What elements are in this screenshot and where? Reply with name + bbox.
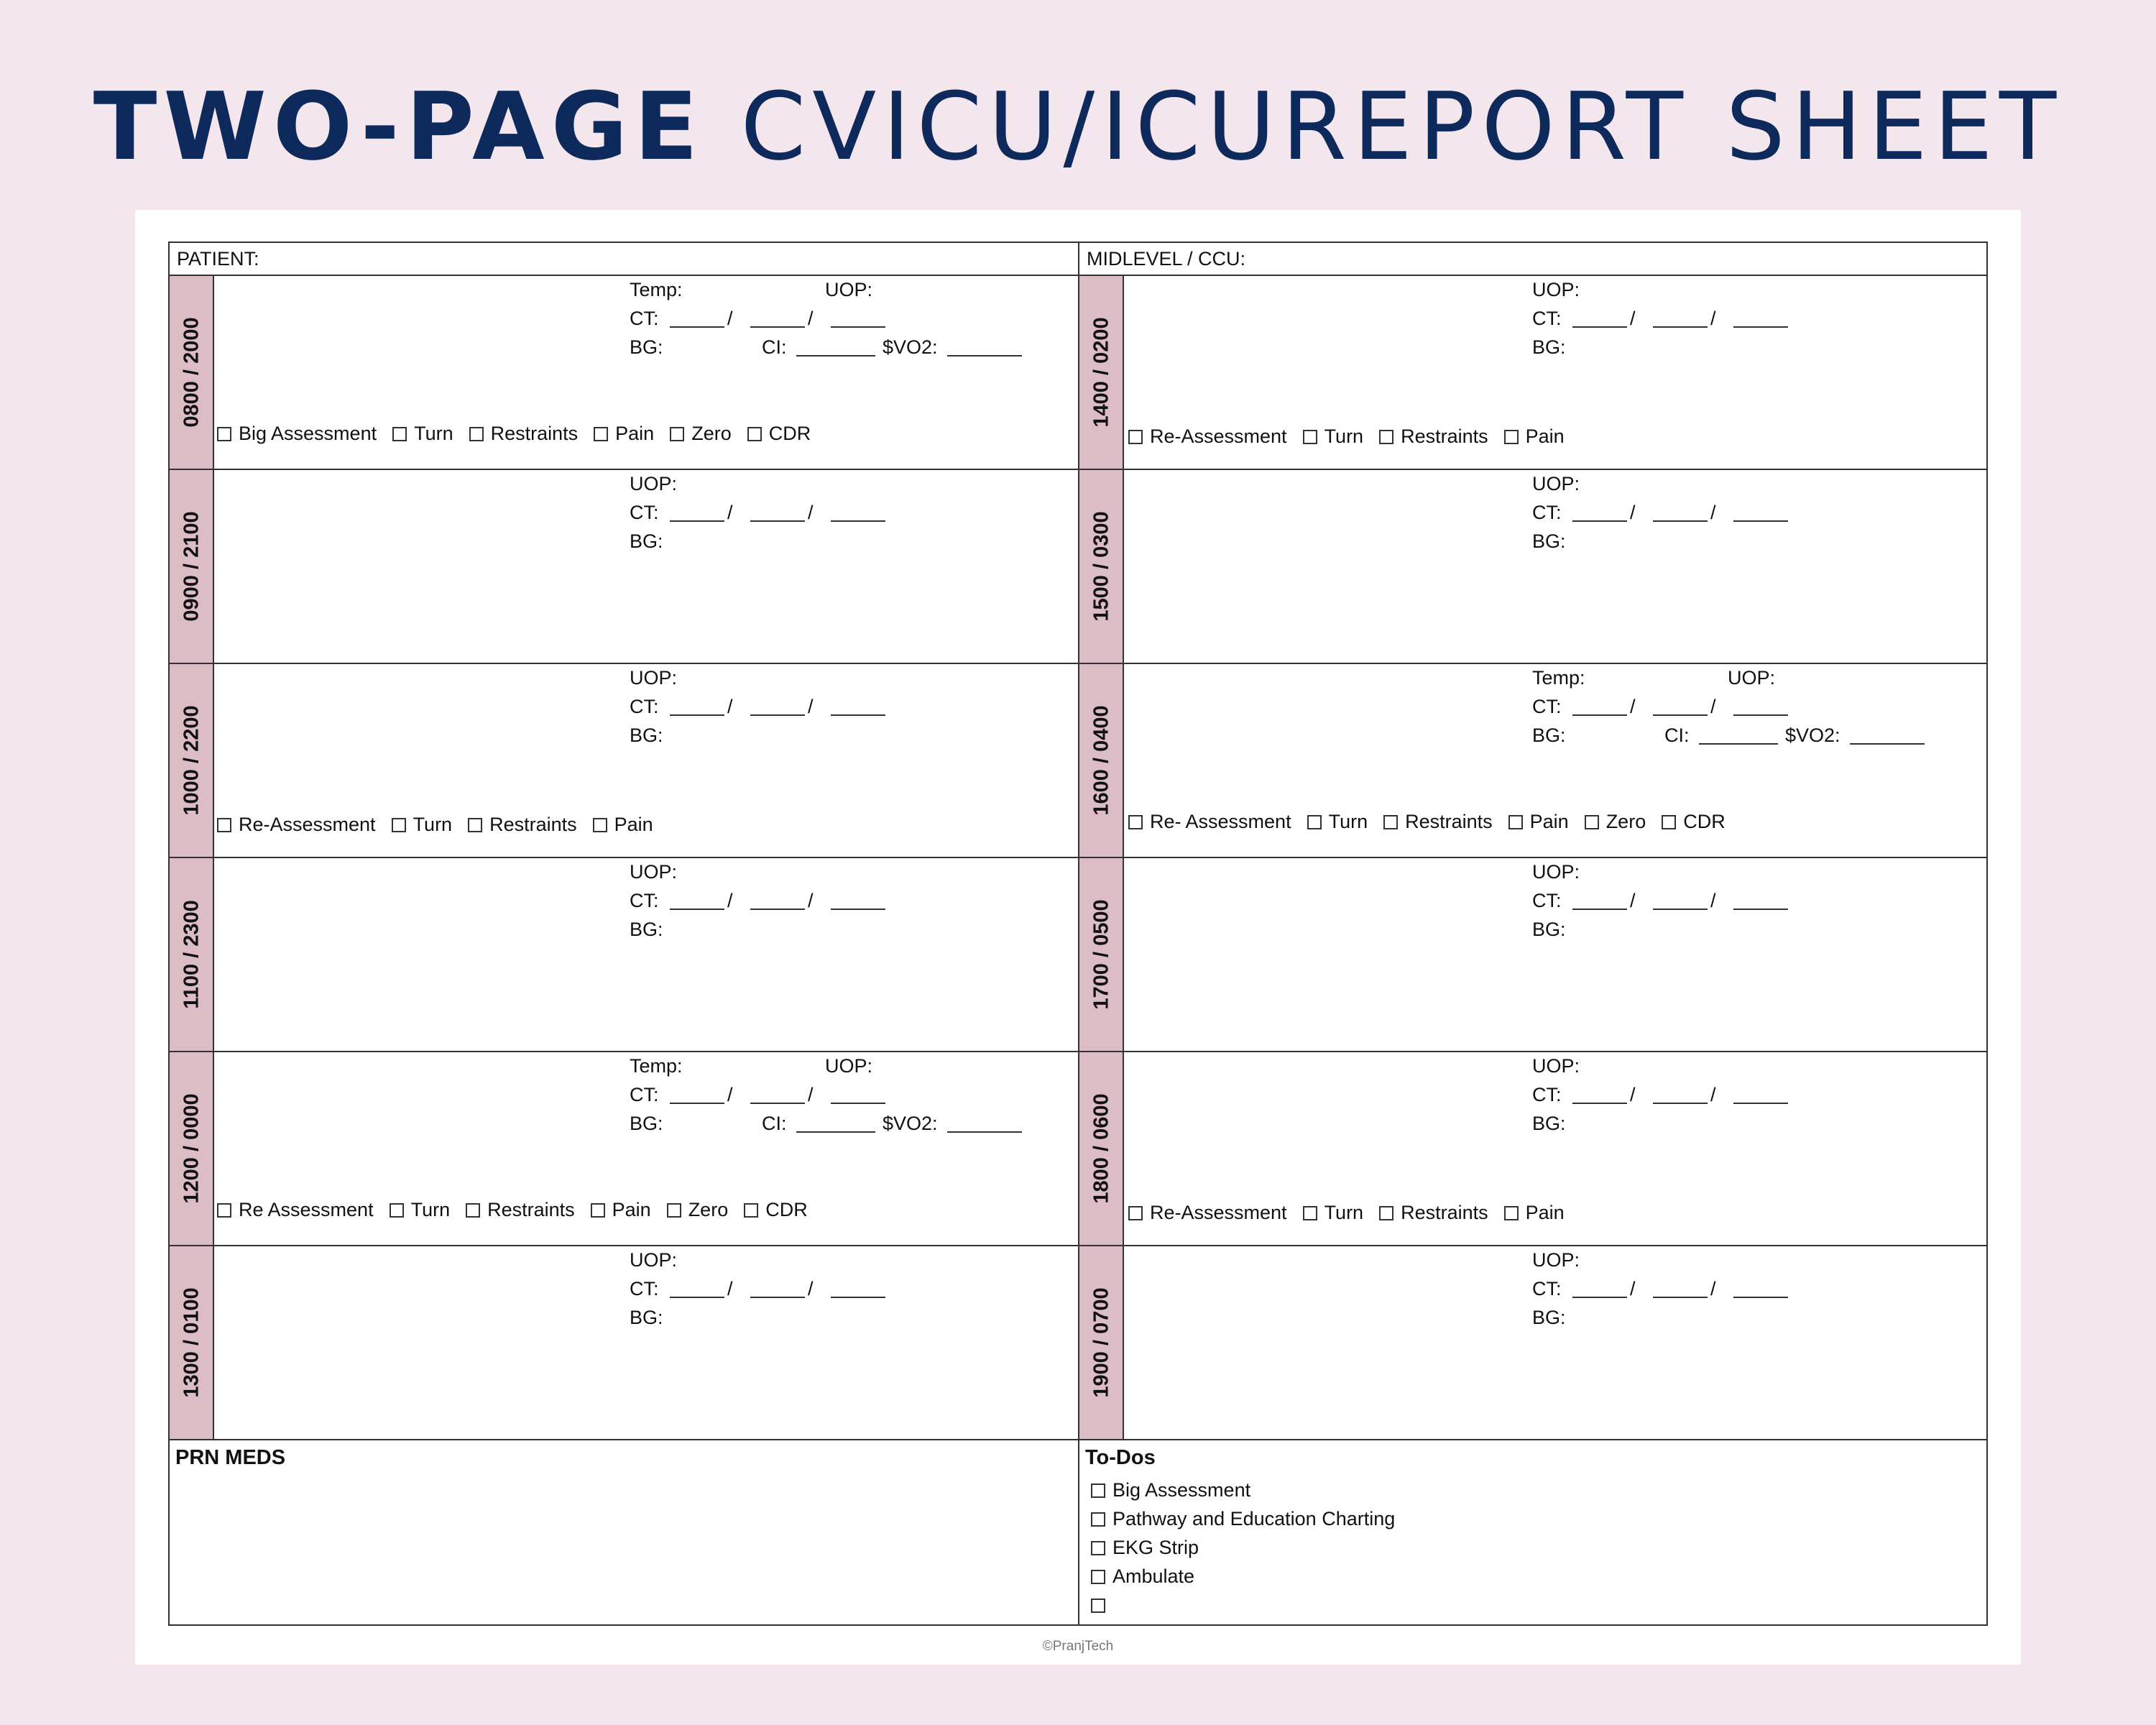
time-slot-row	[1079, 1052, 1986, 1246]
ct-blank-field[interactable]	[750, 520, 805, 522]
svo2-blank-field[interactable]	[1850, 743, 1925, 745]
ct-slash: /	[727, 502, 733, 523]
temp-label: Temp:	[1532, 667, 1585, 689]
todo-checkbox[interactable]	[1091, 1541, 1105, 1555]
ct-slash: /	[1630, 696, 1636, 717]
checkbox[interactable]	[392, 427, 407, 441]
time-slot-label: 1600 / 0400	[1089, 705, 1113, 816]
time-slot-label: 1100 / 2300	[180, 900, 203, 1009]
ct-blank-field[interactable]	[1653, 1103, 1708, 1104]
checkbox-label: Restraints	[487, 1199, 575, 1220]
assessment-checkbox-item[interactable]	[392, 814, 453, 835]
assessment-checkbox-item[interactable]	[217, 814, 376, 835]
checkbox-label: Turn	[413, 814, 453, 835]
bg-label: BG:	[630, 919, 663, 940]
ct-blank-field[interactable]	[1733, 908, 1788, 910]
time-slot-row	[170, 1052, 1079, 1246]
ci-blank-field[interactable]	[1699, 743, 1778, 745]
ct-label: CT:	[630, 308, 659, 329]
ct-blank-field[interactable]	[1733, 1297, 1788, 1298]
assessment-checkbox-item[interactable]	[670, 423, 732, 444]
uop-label: UOP:	[1532, 279, 1580, 300]
ct-slash: /	[1630, 1084, 1636, 1105]
time-slot-row	[1079, 1246, 1986, 1440]
assessment-checkbox-item[interactable]	[1128, 1202, 1287, 1223]
time-slot-row	[1079, 858, 1986, 1052]
ct-slash: /	[1630, 502, 1636, 523]
time-slot-label: 1800 / 0600	[1089, 1093, 1113, 1204]
todo-checkbox[interactable]	[1091, 1598, 1105, 1613]
time-slot-row	[1079, 664, 1986, 858]
ct-slash: /	[808, 502, 814, 523]
time-slot-tab	[170, 470, 214, 663]
todo-item[interactable]	[1091, 1508, 1395, 1530]
uop-label: UOP:	[1728, 667, 1776, 689]
assessment-checkbox-item[interactable]	[591, 1199, 651, 1220]
ct-slash: /	[808, 308, 814, 329]
time-slot-row	[170, 470, 1079, 664]
checkbox[interactable]	[747, 427, 762, 441]
checkbox[interactable]	[390, 1203, 404, 1218]
bg-label: BG:	[630, 724, 663, 746]
ct-blank-field[interactable]	[750, 1297, 805, 1298]
todo-checkbox[interactable]	[1091, 1570, 1105, 1584]
checkbox[interactable]	[1307, 815, 1322, 829]
checkbox-label: Re Assessment	[239, 1199, 374, 1220]
checkbox-label: Pain	[615, 423, 655, 444]
report-grid	[168, 242, 1988, 1626]
checkbox-label: Pain	[1525, 426, 1565, 447]
ct-blank-field[interactable]	[1733, 520, 1788, 522]
checkbox[interactable]	[1508, 815, 1523, 829]
checkbox-label: Re-Assessment	[1150, 426, 1287, 447]
time-slot-tab	[170, 1052, 214, 1245]
ct-blank-field[interactable]	[1572, 1297, 1627, 1298]
checkbox-label: Turn	[410, 1199, 451, 1220]
checkbox-label: Pain	[1525, 1202, 1565, 1223]
uop-label: UOP:	[1532, 1249, 1580, 1271]
assessment-checkbox-item[interactable]	[1662, 811, 1726, 832]
ct-slash: /	[727, 1084, 733, 1105]
ct-label: CT:	[1532, 696, 1562, 717]
ct-slash: /	[808, 696, 814, 717]
checkbox-label: Re-Assessment	[1150, 1202, 1287, 1223]
checkbox-label: Pain	[612, 1199, 651, 1220]
ct-slash: /	[1710, 308, 1716, 329]
time-slot-tab	[1079, 276, 1124, 469]
ct-blank-field[interactable]	[831, 326, 885, 328]
checkbox-label: Restraints	[1401, 1202, 1488, 1223]
checkbox-label: Pain	[614, 814, 653, 835]
todo-checkbox[interactable]	[1091, 1484, 1105, 1498]
todo-item[interactable]	[1091, 1565, 1194, 1587]
uop-label: UOP:	[1532, 1055, 1580, 1077]
ct-label: CT:	[1532, 1278, 1562, 1300]
time-slot-label: 1500 / 0300	[1089, 511, 1113, 622]
assessment-checkbox-item[interactable]	[1379, 426, 1488, 447]
assessment-checkbox-item[interactable]	[1585, 811, 1646, 832]
ct-blank-field[interactable]	[1572, 908, 1627, 910]
time-slot-label: 1000 / 2200	[180, 705, 203, 816]
ct-label: CT:	[1532, 890, 1562, 911]
ct-blank-field[interactable]	[670, 1103, 724, 1104]
ct-label: CT:	[1532, 1084, 1562, 1105]
ct-blank-field[interactable]	[1653, 1297, 1708, 1298]
checkbox-label: Turn	[1324, 1202, 1364, 1223]
time-slot-tab	[1079, 858, 1124, 1051]
svo2-label: $VO2:	[883, 1113, 938, 1134]
ct-blank-field[interactable]	[831, 714, 885, 716]
svo2-blank-field[interactable]	[947, 355, 1022, 356]
ct-label: CT:	[1532, 502, 1562, 523]
checkbox[interactable]	[1383, 815, 1398, 829]
ci-label: CI:	[1664, 724, 1690, 746]
assessment-checkbox-item[interactable]	[1128, 811, 1291, 832]
ct-label: CT:	[630, 1278, 659, 1300]
checkbox[interactable]	[1303, 1206, 1317, 1220]
checkbox-label: Big Assessment	[239, 423, 377, 444]
bg-label: BG:	[630, 1113, 663, 1134]
temp-label: Temp:	[630, 279, 683, 300]
assessment-checklist	[1128, 1202, 1580, 1223]
ct-blank-field[interactable]	[1733, 714, 1788, 716]
ct-blank-field[interactable]	[831, 520, 885, 522]
ct-blank-field[interactable]	[750, 908, 805, 910]
assessment-checkbox-item[interactable]	[466, 1199, 575, 1220]
svo2-label: $VO2:	[883, 336, 938, 358]
todo-item[interactable]	[1091, 1594, 1112, 1616]
checkbox-label: Re- Assessment	[1150, 811, 1291, 832]
midlevel-header[interactable]	[1079, 243, 1986, 276]
page-title-light: CVICU/ICUREPORT SHEET	[740, 72, 2063, 181]
checkbox-label: Turn	[1328, 811, 1368, 832]
ct-blank-field[interactable]	[1572, 520, 1627, 522]
report-sheet	[135, 210, 2021, 1665]
checkbox[interactable]	[1303, 430, 1317, 444]
time-slot-tab	[1079, 1052, 1124, 1245]
ct-slash: /	[727, 890, 733, 911]
ct-slash: /	[1710, 1278, 1716, 1300]
ct-blank-field[interactable]	[831, 1103, 885, 1104]
uop-label: UOP:	[1532, 861, 1580, 883]
ct-slash: /	[1710, 890, 1716, 911]
ct-slash: /	[727, 308, 733, 329]
time-slot-row	[170, 858, 1079, 1052]
todo-label: Ambulate	[1112, 1565, 1195, 1587]
checkbox-label: Zero	[691, 423, 732, 444]
checkbox[interactable]	[392, 818, 406, 832]
todo-label: EKG Strip	[1112, 1537, 1199, 1558]
svo2-blank-field[interactable]	[947, 1131, 1022, 1133]
svo2-label: $VO2:	[1785, 724, 1841, 746]
ct-blank-field[interactable]	[831, 1297, 885, 1298]
assessment-checkbox-item[interactable]	[1508, 811, 1569, 832]
ci-blank-field[interactable]	[796, 1131, 875, 1133]
assessment-checklist	[217, 423, 826, 444]
assessment-checkbox-item[interactable]	[594, 423, 654, 444]
page-title-bold: TWO-PAGE	[93, 72, 705, 181]
checkbox-label: CDR	[768, 423, 811, 444]
checkbox-label: Turn	[1324, 426, 1364, 447]
bg-label: BG:	[1532, 336, 1566, 358]
checkbox[interactable]	[667, 1203, 681, 1218]
time-slot-tab	[1079, 1246, 1124, 1439]
ct-label: CT:	[1532, 308, 1562, 329]
checkbox[interactable]	[591, 1203, 605, 1218]
ct-blank-field[interactable]	[1572, 326, 1627, 328]
time-slot-tab	[170, 664, 214, 857]
ct-blank-field[interactable]	[1572, 714, 1627, 716]
assessment-checkbox-item[interactable]	[744, 1199, 808, 1220]
ct-blank-field[interactable]	[1653, 520, 1708, 522]
checkbox[interactable]	[468, 818, 482, 832]
ct-blank-field[interactable]	[1733, 1103, 1788, 1104]
time-slot-row	[1079, 276, 1986, 470]
time-slot-tab	[170, 1246, 214, 1439]
checkbox[interactable]	[1585, 815, 1599, 829]
checkbox[interactable]	[594, 427, 608, 441]
checkbox[interactable]	[217, 427, 231, 441]
ct-slash: /	[808, 1278, 814, 1300]
ct-blank-field[interactable]	[1572, 1103, 1627, 1104]
checkbox-label: Pain	[1529, 811, 1569, 832]
time-slot-label: 1400 / 0200	[1089, 317, 1113, 428]
time-slot-tab	[170, 858, 214, 1051]
ci-label: CI:	[762, 1113, 787, 1134]
bg-label: BG:	[630, 1307, 663, 1328]
checkbox[interactable]	[466, 1203, 480, 1218]
assessment-checkbox-item[interactable]	[1504, 1202, 1565, 1223]
ct-blank-field[interactable]	[750, 326, 805, 328]
checkbox-label: Restraints	[1401, 426, 1488, 447]
checkbox[interactable]	[1379, 430, 1393, 444]
ct-slash: /	[1710, 502, 1716, 523]
checkbox[interactable]	[670, 427, 684, 441]
checkbox-label: Restraints	[490, 423, 579, 444]
checkbox-label: Re-Assessment	[239, 814, 376, 835]
ci-blank-field[interactable]	[796, 355, 875, 356]
ct-slash: /	[1630, 890, 1636, 911]
ct-blank-field[interactable]	[670, 1297, 724, 1298]
time-slot-row	[1079, 470, 1986, 664]
copyright-footer: ©PranjTech	[1042, 1639, 1114, 1654]
bg-label: BG:	[630, 530, 663, 552]
checkbox-label: Zero	[1606, 811, 1646, 832]
todo-label: Big Assessment	[1112, 1479, 1251, 1501]
ct-blank-field[interactable]	[750, 1103, 805, 1104]
checkbox[interactable]	[1504, 1206, 1519, 1220]
time-slot-label: 1300 / 0100	[180, 1287, 203, 1398]
ct-slash: /	[808, 890, 814, 911]
bg-label: BG:	[1532, 1113, 1566, 1134]
checkbox[interactable]	[1128, 1206, 1143, 1220]
todos-title: To-Dos	[1085, 1446, 1156, 1469]
ct-slash: /	[1630, 308, 1636, 329]
checkbox[interactable]	[217, 818, 231, 832]
time-slot-label: 1700 / 0500	[1089, 899, 1113, 1010]
time-slot-row	[170, 1246, 1079, 1440]
assessment-checkbox-item[interactable]	[1303, 426, 1364, 447]
checkbox[interactable]	[469, 427, 484, 441]
ct-blank-field[interactable]	[750, 714, 805, 716]
time-slot-label: 1900 / 0700	[1089, 1287, 1113, 1398]
ci-label: CI:	[762, 336, 787, 358]
time-slot-row	[170, 664, 1079, 858]
ct-blank-field[interactable]	[1653, 326, 1708, 328]
bg-label: BG:	[1532, 1307, 1566, 1328]
uop-label: UOP:	[630, 861, 678, 883]
assessment-checkbox-item[interactable]	[1307, 811, 1368, 832]
time-slot-label: 1200 / 0000	[180, 1093, 203, 1204]
ct-blank-field[interactable]	[1653, 908, 1708, 910]
assessment-checkbox-item[interactable]	[469, 423, 579, 444]
checkbox[interactable]	[1128, 815, 1143, 829]
checkbox[interactable]	[1128, 430, 1143, 444]
assessment-checkbox-item[interactable]	[217, 1199, 374, 1220]
assessment-checkbox-item[interactable]	[1379, 1202, 1488, 1223]
ct-slash: /	[1710, 696, 1716, 717]
ct-blank-field[interactable]	[670, 520, 724, 522]
todos-section	[1079, 1440, 1986, 1624]
todo-item[interactable]	[1091, 1479, 1250, 1501]
checkbox[interactable]	[1504, 430, 1519, 444]
assessment-checklist	[1128, 426, 1580, 447]
time-slot-row	[170, 276, 1079, 470]
time-slot-tab	[170, 276, 214, 469]
ct-label: CT:	[630, 696, 659, 717]
todo-item[interactable]	[1091, 1537, 1199, 1558]
assessment-checklist	[217, 1199, 824, 1220]
assessment-checkbox-item[interactable]	[1303, 1202, 1364, 1223]
ct-label: CT:	[630, 1084, 659, 1105]
checkbox-label: Turn	[414, 423, 453, 444]
assessment-checkbox-item[interactable]	[593, 814, 653, 835]
assessment-checkbox-item[interactable]	[217, 423, 377, 444]
ct-blank-field[interactable]	[1653, 714, 1708, 716]
time-slot-label: 0900 / 2100	[180, 511, 203, 622]
uop-label: UOP:	[825, 279, 873, 300]
ct-blank-field[interactable]	[670, 908, 724, 910]
checkbox-label: Zero	[688, 1199, 729, 1220]
bg-label: BG:	[630, 336, 663, 358]
uop-label: UOP:	[630, 667, 678, 689]
ct-slash: /	[808, 1084, 814, 1105]
ct-slash: /	[727, 1278, 733, 1300]
assessment-checkbox-item[interactable]	[390, 1199, 451, 1220]
bg-label: BG:	[1532, 919, 1566, 940]
prn-meds-title: PRN MEDS	[175, 1446, 286, 1469]
checkbox-label: Restraints	[489, 814, 577, 835]
checkbox[interactable]	[744, 1203, 758, 1218]
assessment-checklist	[1128, 811, 1741, 832]
ct-label: CT:	[630, 502, 659, 523]
temp-label: Temp:	[630, 1055, 683, 1077]
assessment-checkbox-item[interactable]	[1128, 426, 1287, 447]
checkbox[interactable]	[593, 818, 607, 832]
patient-label: PATIENT:	[177, 248, 259, 270]
checkbox[interactable]	[217, 1203, 231, 1218]
ct-blank-field[interactable]	[670, 326, 724, 328]
uop-label: UOP:	[630, 1249, 678, 1271]
prn-meds-section[interactable]	[170, 1440, 1079, 1624]
uop-label: UOP:	[1532, 473, 1580, 494]
assessment-checkbox-item[interactable]	[392, 423, 453, 444]
time-slot-tab	[1079, 664, 1124, 857]
todo-label: Pathway and Education Charting	[1112, 1508, 1396, 1530]
ct-slash: /	[1710, 1084, 1716, 1105]
bg-label: BG:	[1532, 530, 1566, 552]
bg-label: BG:	[1532, 724, 1566, 746]
checkbox-label: CDR	[1683, 811, 1726, 832]
assessment-checkbox-item[interactable]	[1504, 426, 1565, 447]
ct-blank-field[interactable]	[670, 714, 724, 716]
ct-slash: /	[1630, 1278, 1636, 1300]
ct-blank-field[interactable]	[1733, 326, 1788, 328]
uop-label: UOP:	[825, 1055, 873, 1077]
assessment-checkbox-item[interactable]	[1383, 811, 1493, 832]
time-slot-label: 0800 / 2000	[180, 317, 203, 428]
checkbox[interactable]	[1662, 815, 1676, 829]
assessment-checkbox-item[interactable]	[468, 814, 577, 835]
assessment-checkbox-item[interactable]	[667, 1199, 729, 1220]
checkbox[interactable]	[1379, 1206, 1393, 1220]
uop-label: UOP:	[630, 473, 678, 494]
todo-checkbox[interactable]	[1091, 1512, 1105, 1527]
assessment-checklist	[217, 814, 669, 835]
time-slot-tab	[1079, 470, 1124, 663]
checkbox-label: CDR	[765, 1199, 808, 1220]
patient-header[interactable]	[170, 243, 1079, 276]
page-title	[0, 69, 2156, 184]
ct-label: CT:	[630, 890, 659, 911]
assessment-checkbox-item[interactable]	[747, 423, 811, 444]
checkbox-label: Restraints	[1405, 811, 1493, 832]
midlevel-label: MIDLEVEL / CCU:	[1087, 248, 1246, 270]
ct-blank-field[interactable]	[831, 908, 885, 910]
ct-slash: /	[727, 696, 733, 717]
